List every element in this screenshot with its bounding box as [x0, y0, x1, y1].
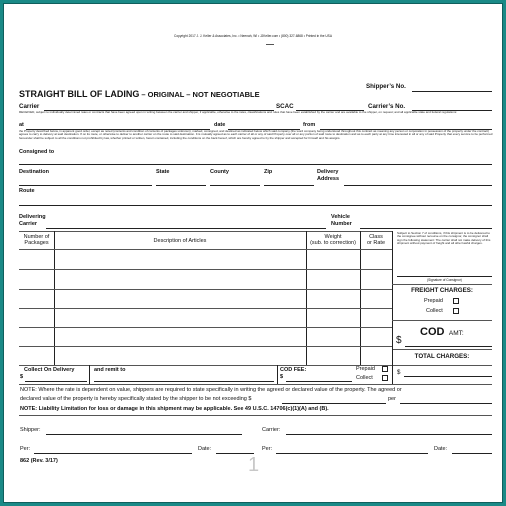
at-label: at	[19, 122, 24, 128]
carrier-date-label: Date:	[434, 446, 448, 452]
note-declared-value-line1: NOTE: Where the rate is dependent on value, shippers are required to state specifically in writing the agreed or declared value of the property. The agreed or	[20, 387, 402, 393]
cod-fee-prepaid-label: Prepaid	[356, 366, 375, 372]
table-row[interactable]	[19, 289, 392, 290]
declared-value-per-line[interactable]	[400, 403, 492, 404]
copyright-line: Copyright 2017 J. J. Keller & Associates, Inc. • Neenah, WI • JJKeller.com • (800) 327-6868 • Printed in the USA	[174, 34, 332, 38]
col-class-header-1: Class	[369, 234, 383, 240]
note-liability-limitation: NOTE: Liability Limitation for loss or damage in this shipment may be applicable. See 49 U.S.C. 14706(c)(1)(A) and (B).	[20, 406, 329, 412]
property-text: the Property described below, in apparent good order, except as noted (contents and condition of contents of packages unknown), marked, consigned, and destined as indicated below which said company (the word company being understood throughout this contract as meaning any person or corporation in possession of the property under the contract) agrees to carry to delivery at said destination. If on its route, or otherwise to deliver to another carrier on the route to said destination. It is mutually agreed as to each carrier of all or any of said Property over all or any portion of said route to destination and as to each party at any time interested in all or any of said Property that every service to be performed hereunder shall be subject to all the conditions not prohibited by law, whether printed or written, herein contained, including the conditions on the back hereof, which are hereby agreed to by the shipper and accepted for himself and his assigns.	[19, 129, 493, 140]
document-title	[19, 85, 260, 101]
cod-fee-collect-checkbox[interactable]	[382, 375, 388, 381]
delivery-address-label-2: Address	[317, 176, 340, 182]
col-weight-header-1: Weight	[324, 234, 342, 240]
and-remit-to-label: and remit to	[94, 367, 126, 373]
consigned-to-line[interactable]	[19, 164, 492, 165]
note-declared-value-line2: declared value of the property is hereby specifically stated by the shipper to be not exceeding $	[20, 396, 252, 402]
cod-fee-dollar: $	[280, 374, 284, 380]
shipper-per-line[interactable]	[34, 453, 192, 454]
state-line[interactable]	[156, 185, 206, 186]
section7-text: Subject to Section 7 of conditions, if this shipment is to be delivered to the consignee without recourse on the consignor, the consignor shall sign the following statement: The carrier shall not make delivery of this shipment without payment of freight and all other lawful charges.	[397, 231, 491, 246]
shipper-label: Shipper:	[20, 427, 41, 433]
destination-line[interactable]	[19, 185, 152, 186]
total-charges-amount-line[interactable]	[404, 376, 492, 377]
page-number: 1	[248, 454, 260, 476]
bill-of-lading-document	[3, 3, 503, 503]
delivery-address-line[interactable]	[344, 185, 492, 186]
col-class-header-2: or Rate	[366, 240, 386, 246]
cod-amount-line[interactable]	[405, 346, 492, 347]
title-sub: – ORIGINAL – NOT NEGOTIABLE	[139, 90, 260, 99]
carrier-per-label: Per:	[262, 446, 273, 452]
delivery-address-label-1: Delivery	[317, 169, 339, 175]
vehicle-number-line[interactable]	[360, 228, 492, 229]
cod-label: COD	[420, 326, 445, 338]
delivering-carrier-line[interactable]	[46, 228, 326, 229]
destination-label: Destination	[19, 169, 49, 175]
shipper-signature-line[interactable]	[46, 434, 242, 435]
table-row[interactable]	[19, 327, 392, 328]
total-charges-label: TOTAL CHARGES:	[414, 353, 470, 360]
cod-fee-amount-line[interactable]	[286, 381, 352, 382]
freight-charges-label: FREIGHT CHARGES:	[411, 287, 473, 294]
shipper-date-label: Date:	[198, 446, 212, 452]
vehicle-number-label-1: Vehicle	[331, 214, 350, 220]
col-packages-header-2: Packages	[24, 240, 49, 246]
form-number: 862 (Rev. 3/17)	[20, 458, 58, 464]
from-label: from	[303, 122, 316, 128]
shippers-no-line[interactable]	[412, 91, 492, 92]
table-row[interactable]	[19, 269, 392, 270]
state-label: State	[156, 169, 170, 175]
freight-collect-label: Collect	[426, 308, 443, 314]
col-weight-header-2: (sub. to correction)	[310, 240, 356, 246]
cod-amt-label	[420, 323, 464, 339]
title-main: STRAIGHT BILL OF LADING	[19, 89, 140, 99]
col-description-header: Description of Articles	[153, 238, 207, 244]
freight-prepaid-checkbox[interactable]	[453, 298, 459, 304]
table-row[interactable]	[19, 346, 392, 347]
date-label: date	[214, 122, 226, 128]
scac-label: SCAC	[276, 103, 294, 110]
copyright-rule	[266, 44, 274, 45]
cod-fee-label: COD FEE:	[280, 367, 307, 373]
col-packages-header-1: Number of	[23, 234, 50, 240]
carrier-sign-label: Carrier:	[262, 427, 281, 433]
carrier-label: Carrier	[19, 103, 40, 110]
consigned-to-label: Consigned to	[19, 149, 55, 155]
county-label: County	[210, 169, 229, 175]
freight-prepaid-label: Prepaid	[424, 298, 443, 304]
delivering-carrier-label-1: Delivering	[19, 214, 46, 220]
declared-value-per-label: per	[388, 396, 396, 402]
received-text: RECEIVED, subject to individually determined rates or contracts that have been agreed upon in writing between the carrier and shipper, if applicable, otherwise to the rates, classifications and rules that have been established by the carrier and are available to the shipper, on request; and all applicable state and federal regulations:	[19, 110, 458, 114]
route-label: Route	[19, 188, 35, 194]
cod-fee-collect-label: Collect	[356, 375, 373, 381]
carriers-no-label: Carrier’s No.	[368, 103, 406, 110]
collect-on-delivery-amount-line[interactable]	[25, 381, 87, 382]
remit-to-line[interactable]	[94, 381, 274, 382]
vehicle-number-label-2: Number	[331, 221, 352, 227]
carrier-signature-line[interactable]	[286, 434, 492, 435]
shipper-per-label: Per:	[20, 446, 31, 452]
route-line[interactable]	[19, 205, 492, 206]
collect-on-delivery-label: Collect On Delivery	[24, 367, 75, 373]
zip-line[interactable]	[264, 185, 314, 186]
cod-dollar-sign: $	[396, 335, 402, 346]
amt-label: AMT:	[448, 330, 464, 337]
delivering-carrier-label-2: Carrier	[19, 221, 38, 227]
carrier-per-line[interactable]	[276, 453, 428, 454]
carrier-date-line[interactable]	[452, 453, 492, 454]
cod-row-dollar: $	[20, 374, 24, 380]
total-charges-dollar: $	[397, 369, 401, 376]
declared-value-amount-line[interactable]	[282, 403, 386, 404]
consignor-signature-line[interactable]	[397, 276, 492, 277]
county-line[interactable]	[210, 185, 260, 186]
table-row[interactable]	[19, 308, 392, 309]
signature-of-consignor-label: (Signature of Consignor)	[427, 278, 462, 282]
shippers-no-label: Shipper’s No.	[366, 83, 406, 90]
zip-label: Zip	[264, 169, 273, 175]
freight-collect-checkbox[interactable]	[453, 308, 459, 314]
cod-fee-prepaid-checkbox[interactable]	[382, 366, 388, 372]
